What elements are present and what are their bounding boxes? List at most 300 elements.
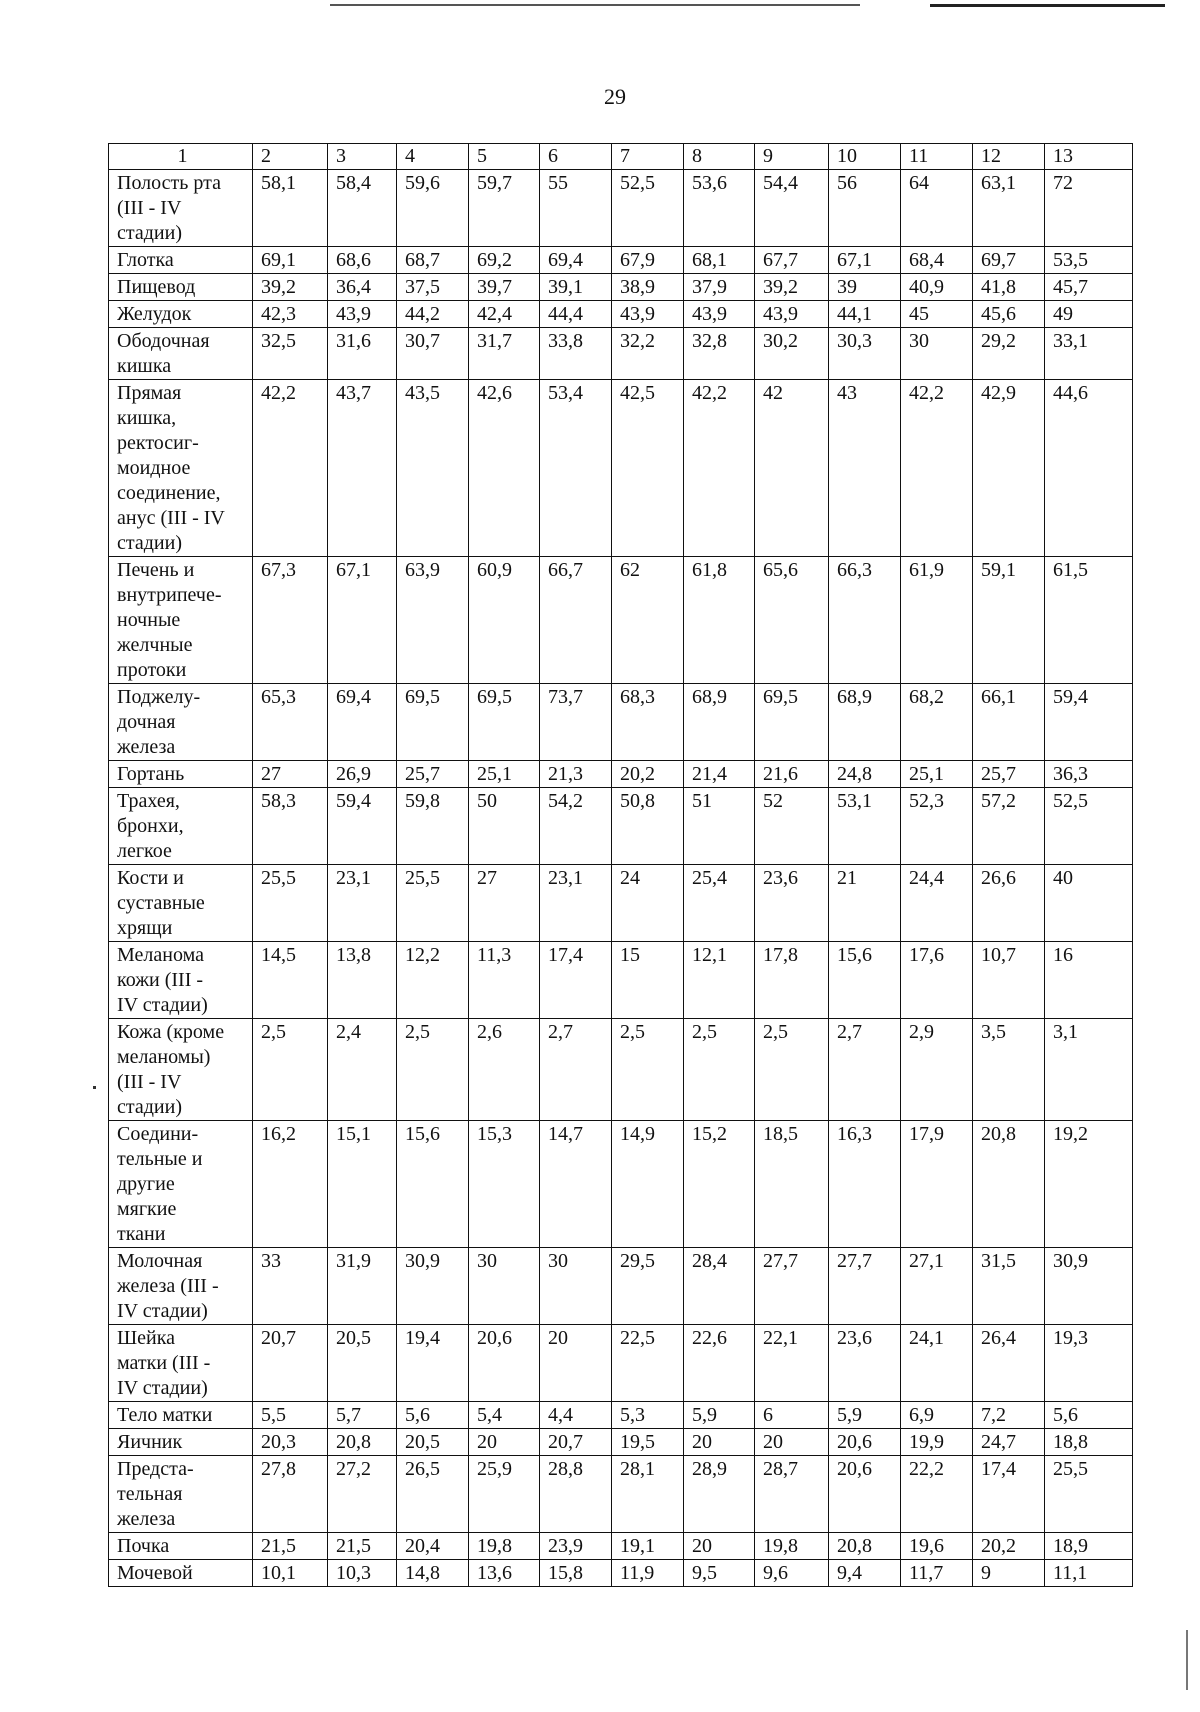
table-cell: 62 [612,557,684,684]
row-label [109,1248,253,1325]
table-cell: 15,3 [469,1121,540,1248]
table-cell: 21 [829,865,901,942]
row-label-line: Мочевой [117,1562,193,1584]
table-cell: 5,6 [1045,1402,1133,1429]
table-cell: 29,2 [973,328,1045,380]
scan-mark-right [1186,1630,1188,1690]
table-cell: 52,5 [1045,788,1133,865]
table-cell: 44,6 [1045,380,1133,557]
table-cell: 67,9 [612,247,684,274]
top-scan-line [330,4,860,6]
table-cell: 20 [755,1429,829,1456]
row-label-line: стадии) [117,1096,182,1118]
table-cell: 32,8 [684,328,755,380]
table-row [109,274,1133,301]
row-label-line: Трахея, [117,790,180,812]
row-label [109,865,253,942]
row-label-line: Почка [117,1535,170,1557]
table-cell: 14,7 [540,1121,612,1248]
page-number: 29 [604,84,626,109]
row-label-line: Тело матки [117,1404,213,1426]
table-cell: 59,4 [1045,684,1133,761]
row-label-line: ректосиг- [117,432,199,454]
table-cell: 14,9 [612,1121,684,1248]
table-cell: 21,5 [253,1533,328,1560]
table-cell: 22,2 [901,1456,973,1533]
table-cell: 30 [540,1248,612,1325]
table-cell: 55 [540,170,612,247]
column-header: 13 [1045,144,1133,170]
table-cell: 7,2 [973,1402,1045,1429]
table-cell: 67,3 [253,557,328,684]
scan-mark [93,1086,96,1089]
table-cell: 25,1 [469,761,540,788]
row-label-line: Кости и [117,867,184,889]
table-cell: 20 [684,1533,755,1560]
table-cell: 42,3 [253,301,328,328]
table-cell: 43,9 [755,301,829,328]
table-cell: 25,1 [901,761,973,788]
row-label [109,1429,253,1456]
row-label [109,684,253,761]
table-cell: 45 [901,301,973,328]
table-cell: 58,1 [253,170,328,247]
table-cell: 73,7 [540,684,612,761]
row-label-line: железа [117,736,176,758]
table-cell: 69,4 [540,247,612,274]
table-cell: 12,1 [684,942,755,1019]
table-cell: 57,2 [973,788,1045,865]
table-cell: 43 [829,380,901,557]
table-cell: 39,7 [469,274,540,301]
table-cell: 30,3 [829,328,901,380]
row-label-line: внутрипече- [117,584,222,606]
table-cell: 20,2 [973,1533,1045,1560]
table-row [109,1533,1133,1560]
table-cell: 15,6 [397,1121,469,1248]
table-cell: 59,4 [328,788,397,865]
table-cell: 19,8 [755,1533,829,1560]
table-cell: 20,3 [253,1429,328,1456]
table-cell: 21,4 [684,761,755,788]
row-label-line: (III - IV [117,197,182,219]
table-cell: 37,5 [397,274,469,301]
table-cell: 27,7 [755,1248,829,1325]
table-cell: 31,5 [973,1248,1045,1325]
table-cell: 25,5 [1045,1456,1133,1533]
table-cell: 9,5 [684,1560,755,1587]
table-cell: 20 [469,1429,540,1456]
table-cell: 28,9 [684,1456,755,1533]
table-cell: 45,6 [973,301,1045,328]
table-cell: 25,7 [397,761,469,788]
table-cell: 61,8 [684,557,755,684]
table-cell: 20,6 [829,1429,901,1456]
row-label-line: моидное [117,457,191,479]
row-label-line: меланомы) [117,1046,211,1068]
table-cell: 11,7 [901,1560,973,1587]
table-cell: 50 [469,788,540,865]
table-cell: 25,5 [397,865,469,942]
row-label-line: Полость рта [117,172,221,194]
table-cell: 63,1 [973,170,1045,247]
row-label-line: IV стадии) [117,994,208,1016]
table-cell: 20 [540,1325,612,1402]
table-cell: 25,5 [253,865,328,942]
table-cell: 69,7 [973,247,1045,274]
table-cell: 42,2 [684,380,755,557]
row-label-line: анус (III - IV [117,507,225,529]
table-cell: 68,9 [684,684,755,761]
table-cell: 20,7 [540,1429,612,1456]
row-label-line: Печень и [117,559,195,581]
table-cell: 16,2 [253,1121,328,1248]
table-row [109,761,1133,788]
table-cell: 11,9 [612,1560,684,1587]
table-cell: 27,8 [253,1456,328,1533]
row-label [109,761,253,788]
table-cell: 19,2 [1045,1121,1133,1248]
column-header: 11 [901,144,973,170]
row-label [109,1121,253,1248]
table-cell: 10,1 [253,1560,328,1587]
column-header: 5 [469,144,540,170]
row-label-line: IV стадии) [117,1300,208,1322]
table-cell: 2,5 [755,1019,829,1121]
table-cell: 20,6 [469,1325,540,1402]
table-cell: 20,2 [612,761,684,788]
table-cell: 53,4 [540,380,612,557]
header-row [109,144,1133,170]
table-row [109,1121,1133,1248]
table-cell: 20,8 [973,1121,1045,1248]
table-cell: 28,8 [540,1456,612,1533]
row-label-line: Предста- [117,1458,194,1480]
table-cell: 65,3 [253,684,328,761]
table-cell: 2,7 [829,1019,901,1121]
table-cell: 59,7 [469,170,540,247]
table-cell: 25,9 [469,1456,540,1533]
table-cell: 42,5 [612,380,684,557]
table-cell: 5,9 [829,1402,901,1429]
table-cell: 37,9 [684,274,755,301]
table-cell: 24,8 [829,761,901,788]
table-cell: 23,1 [328,865,397,942]
table-cell: 16,3 [829,1121,901,1248]
column-header: 3 [328,144,397,170]
row-label [109,301,253,328]
table-cell: 33,8 [540,328,612,380]
table-cell: 33,1 [1045,328,1133,380]
table-cell: 24,7 [973,1429,1045,1456]
column-header: 10 [829,144,901,170]
table-cell: 5,7 [328,1402,397,1429]
row-label [109,1019,253,1121]
row-label-line: кишка [117,355,172,377]
table-cell: 20,8 [328,1429,397,1456]
row-label-line: протоки [117,659,187,681]
table-cell: 43,7 [328,380,397,557]
table-cell: 6,9 [901,1402,973,1429]
column-header: 4 [397,144,469,170]
row-label-line: бронхи, [117,815,184,837]
row-label-line: (III - IV [117,1071,182,1093]
table-cell: 30,9 [1045,1248,1133,1325]
row-label-line: Глотка [117,249,174,271]
table-cell: 24,1 [901,1325,973,1402]
table-cell: 2,5 [397,1019,469,1121]
row-label-line: Кожа (кроме [117,1021,225,1043]
row-label-line: Ободочная [117,330,210,352]
column-header: 6 [540,144,612,170]
table-cell: 2,4 [328,1019,397,1121]
row-label-line: стадии) [117,532,182,554]
table-cell: 68,1 [684,247,755,274]
table-cell: 23,9 [540,1533,612,1560]
table-cell: 18,9 [1045,1533,1133,1560]
row-label-line: дочная [117,711,176,733]
table-cell: 28,7 [755,1456,829,1533]
row-label-line: Молочная [117,1250,203,1272]
table-cell: 2,5 [612,1019,684,1121]
table-cell: 27,2 [328,1456,397,1533]
table-cell: 19,4 [397,1325,469,1402]
table-cell: 66,7 [540,557,612,684]
table-row [109,1402,1133,1429]
table-cell: 17,4 [540,942,612,1019]
table-cell: 68,9 [829,684,901,761]
table-cell: 21,3 [540,761,612,788]
row-label-line: мягкие [117,1198,177,1220]
table-row [109,301,1133,328]
table-cell: 30,2 [755,328,829,380]
data-table [108,143,1133,1587]
table-cell: 56 [829,170,901,247]
table-cell: 18,5 [755,1121,829,1248]
table-cell: 5,9 [684,1402,755,1429]
table-cell: 26,4 [973,1325,1045,1402]
table-cell: 60,9 [469,557,540,684]
table-row [109,942,1133,1019]
table-cell: 33 [253,1248,328,1325]
table-cell: 43,9 [328,301,397,328]
row-label [109,557,253,684]
table-cell: 26,9 [328,761,397,788]
row-label [109,942,253,1019]
table-cell: 2,9 [901,1019,973,1121]
table-cell: 68,4 [901,247,973,274]
table-cell: 24 [612,865,684,942]
table-row [109,170,1133,247]
row-label-line: ткани [117,1223,166,1245]
table-cell: 23,1 [540,865,612,942]
table-cell: 20,7 [253,1325,328,1402]
table-cell: 2,5 [253,1019,328,1121]
table-cell: 43,9 [612,301,684,328]
row-label [109,328,253,380]
table-cell: 45,7 [1045,274,1133,301]
column-header: 7 [612,144,684,170]
table-cell: 25,7 [973,761,1045,788]
table-cell: 69,4 [328,684,397,761]
table-cell: 5,5 [253,1402,328,1429]
table-cell: 69,5 [469,684,540,761]
row-label-line: Поджелу- [117,686,201,708]
table-cell: 39,1 [540,274,612,301]
row-label-line: тельные и [117,1148,203,1170]
table-cell: 19,5 [612,1429,684,1456]
table-row [109,328,1133,380]
table-cell: 42,2 [253,380,328,557]
table-cell: 41,8 [973,274,1045,301]
table-cell: 43,9 [684,301,755,328]
table-cell: 66,3 [829,557,901,684]
table-cell: 2,7 [540,1019,612,1121]
row-label-line: Соедини- [117,1123,199,1145]
row-label [109,1325,253,1402]
table-cell: 58,4 [328,170,397,247]
table-cell: 44,2 [397,301,469,328]
table-cell: 51 [684,788,755,865]
table-cell: 36,4 [328,274,397,301]
column-header: 1 [109,144,253,170]
table-cell: 23,6 [755,865,829,942]
table-cell: 32,5 [253,328,328,380]
row-label [109,1560,253,1587]
row-label-line: железа [117,1508,176,1530]
row-label-line: Яичник [117,1431,183,1453]
table-cell: 69,1 [253,247,328,274]
table-cell: 44,1 [829,301,901,328]
table-cell: 9 [973,1560,1045,1587]
row-label-line: легкое [117,840,172,862]
table-row [109,380,1133,557]
table-cell: 42,6 [469,380,540,557]
table-cell: 68,7 [397,247,469,274]
table-cell: 5,4 [469,1402,540,1429]
table-cell: 13,8 [328,942,397,1019]
table-cell: 67,1 [829,247,901,274]
row-label [109,380,253,557]
row-label-line: Меланома [117,944,204,966]
table-cell: 17,4 [973,1456,1045,1533]
table-cell: 20,4 [397,1533,469,1560]
table-cell: 49 [1045,301,1133,328]
table-row [109,1019,1133,1121]
row-label-line: стадии) [117,222,182,244]
table-cell: 22,6 [684,1325,755,1402]
table-cell: 69,2 [469,247,540,274]
table-cell: 58,3 [253,788,328,865]
table-cell: 15,8 [540,1560,612,1587]
table-cell: 72 [1045,170,1133,247]
table-row [109,1248,1133,1325]
top-scan-line-thick [930,4,1165,7]
table-cell: 11,3 [469,942,540,1019]
table-cell: 28,4 [684,1248,755,1325]
table-cell: 15 [612,942,684,1019]
table-cell: 10,3 [328,1560,397,1587]
table-cell: 5,3 [612,1402,684,1429]
table-cell: 19,3 [1045,1325,1133,1402]
table-row [109,684,1133,761]
row-label-line: матки (III - [117,1352,211,1374]
row-label-line: ночные [117,609,181,631]
table-cell: 10,7 [973,942,1045,1019]
table-cell: 42,4 [469,301,540,328]
table-cell: 61,9 [901,557,973,684]
table-row [109,557,1133,684]
table-row [109,1560,1133,1587]
table-cell: 19,6 [901,1533,973,1560]
table-cell: 30 [469,1248,540,1325]
table-cell: 40,9 [901,274,973,301]
table-cell: 68,2 [901,684,973,761]
table-cell: 68,6 [328,247,397,274]
table-cell: 53,6 [684,170,755,247]
table-cell: 17,6 [901,942,973,1019]
row-label-line: Шейка [117,1327,176,1349]
table-cell: 39,2 [755,274,829,301]
table-cell: 63,9 [397,557,469,684]
table-cell: 59,6 [397,170,469,247]
table-cell: 23,6 [829,1325,901,1402]
table-cell: 27,1 [901,1248,973,1325]
table-cell: 15,2 [684,1121,755,1248]
table-row [109,1429,1133,1456]
table-row [109,788,1133,865]
row-label-line: другие [117,1173,175,1195]
table-cell: 3,1 [1045,1019,1133,1121]
row-label [109,247,253,274]
row-label-line: желчные [117,634,193,656]
table-cell: 2,5 [684,1019,755,1121]
table-cell: 25,4 [684,865,755,942]
table-cell: 22,1 [755,1325,829,1402]
column-header: 9 [755,144,829,170]
table-row [109,247,1133,274]
table-cell: 53,1 [829,788,901,865]
table-cell: 6 [755,1402,829,1429]
table-row [109,1456,1133,1533]
table-cell: 22,5 [612,1325,684,1402]
table-cell: 20,5 [328,1325,397,1402]
table-cell: 59,8 [397,788,469,865]
row-label-line: кишка, [117,407,177,429]
column-header: 8 [684,144,755,170]
table-cell: 24,4 [901,865,973,942]
table-cell: 68,3 [612,684,684,761]
table-cell: 30,9 [397,1248,469,1325]
row-label-line: Гортань [117,763,185,785]
table-cell: 32,2 [612,328,684,380]
table-cell: 64 [901,170,973,247]
table-cell: 12,2 [397,942,469,1019]
table-cell: 65,6 [755,557,829,684]
table-cell: 9,4 [829,1560,901,1587]
row-label-line: тельная [117,1483,183,1505]
row-label [109,170,253,247]
table-cell: 14,8 [397,1560,469,1587]
table-cell: 38,9 [612,274,684,301]
table-cell: 44,4 [540,301,612,328]
row-label-line: хрящи [117,917,173,939]
table-cell: 19,9 [901,1429,973,1456]
table-cell: 19,8 [469,1533,540,1560]
table-cell: 31,9 [328,1248,397,1325]
table-cell: 21,6 [755,761,829,788]
row-label-line: кожи (III - [117,969,204,991]
